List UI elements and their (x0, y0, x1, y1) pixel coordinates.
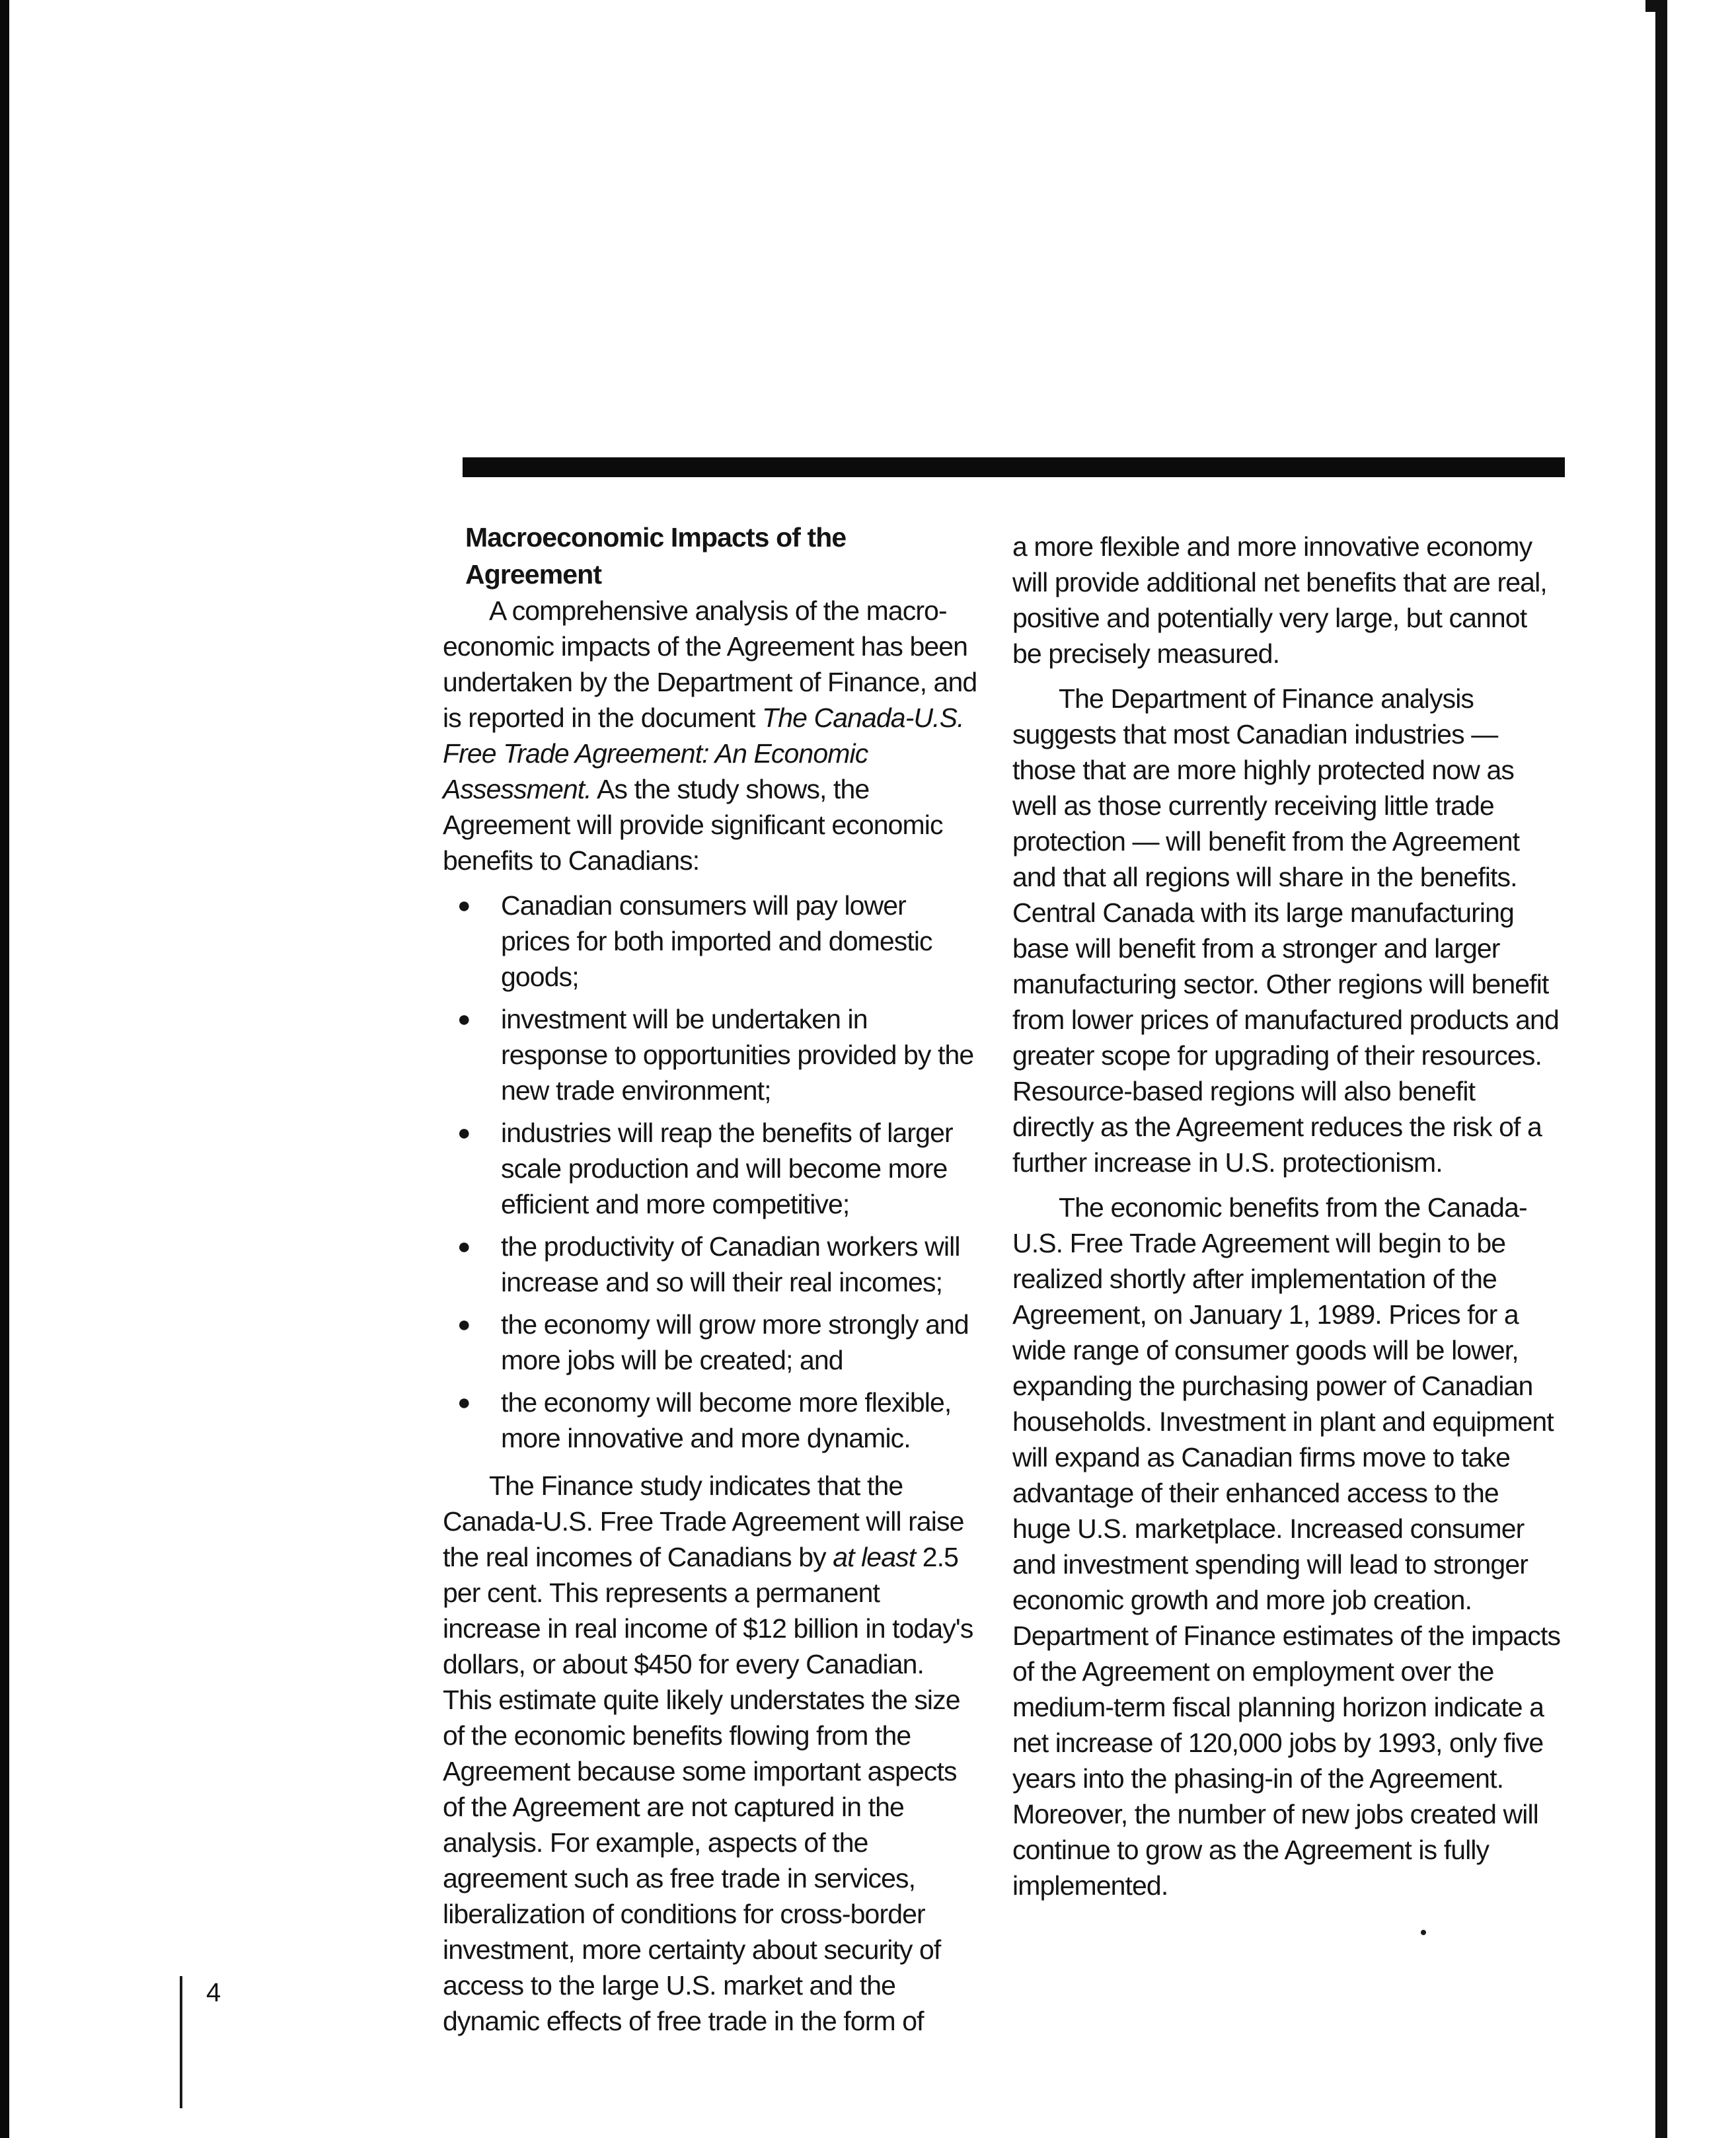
document-title: The Canada-U.S. Free Trade Agreement: An Economic Assessment. (443, 703, 964, 804)
finance-study-paragraph (443, 1468, 978, 2039)
page-number-rule (180, 1976, 182, 2108)
right-column (1012, 529, 1561, 1913)
list-item-text: Canadian consumers will pay lower prices for both imported and domestic goods; (501, 890, 932, 992)
continuation-paragraph: a more flexible and more innovative economy will provide additional net benefits that are real, positive and potentially very large, but cannot be precisely measured. (1012, 531, 1547, 669)
bullet-icon: ● (457, 1007, 471, 1032)
list-item (443, 1229, 978, 1300)
page-number: 4 (206, 1978, 221, 2007)
bullet-icon: ● (457, 1390, 471, 1415)
scan-left-edge (0, 0, 9, 2138)
finance-text-start: The Finance study indicates that the Canada-U.S. Free Trade Agreement will raise the real incomes of Canadians by (443, 1470, 964, 1572)
intro-text-end: As the study shows, the Agreement will provide significant economic benefits to Canadians: (443, 774, 943, 876)
section-heading: Macroeconomic Impacts of the Agreement (465, 522, 847, 590)
finance-text-end: 2.5 per cent. This represents a permanent increase in real income of $12 billion in today's dollars, or about $450 for every Canadian. This estimate quite likely understates the size of the economic benefits flowing from the Agreement because some important aspects of the Agreement are not captured in the analysis. For example, aspects of the agreement such as free trade in services, liberalization of conditions for cross-border investment, more certainty about security of access to the large U.S. market and the dynamic effects of free trade in the form of (443, 1542, 973, 2036)
list-item-text: industries will reap the benefits of larger scale production and will become more efficient and more competitive; (501, 1118, 953, 1219)
regions-paragraph: The Department of Finance analysis suggests that most Canadian industries — those that are more highly protected now as well as those currently receiving little trade protection — will benefit from the Agreement and that all regions will share in the benefits. Central Canada with its large manufacturing base will benefit from a stronger and larger manufacturing sector. Other regions will benefit from lower prices of manufactured products and greater scope for upgrading of their resources. Resource-based regions will also benefit directly as the Agreement reduces the risk of a further increase in U.S. protectionism. (1012, 683, 1559, 1178)
intro-text-start: A comprehensive analysis of the macro-economic impacts of the Agreement has been undertaken by the Department of Finance, and is reported in the document (443, 595, 977, 733)
scan-right-edge (1655, 0, 1667, 2138)
scan-speck (1421, 1930, 1426, 1935)
list-item-text: the productivity of Canadian workers will increase and so will their real incomes; (501, 1231, 960, 1297)
left-column (443, 519, 978, 2048)
section-rule-bar (463, 457, 1565, 477)
list-item (443, 1385, 978, 1456)
bullet-icon: ● (457, 893, 471, 918)
benefits-list (443, 888, 978, 1456)
bullet-icon: ● (457, 1120, 471, 1145)
list-item (443, 1115, 978, 1222)
list-item-text: the economy will become more flexible, more innovative and more dynamic. (501, 1387, 952, 1453)
list-item (443, 1001, 978, 1108)
list-item (443, 888, 978, 995)
bullet-icon: ● (457, 1312, 471, 1337)
intro-paragraph (443, 593, 978, 878)
list-item-text: investment will be undertaken in response to opportunities provided by the new trade environment; (501, 1004, 974, 1106)
economic-benefits-paragraph: The economic benefits from the Canada-U.S. Free Trade Agreement will begin to be realized shortly after implementation of the Agreement, on January 1, 1989. Prices for a wide range of consumer goods will be lower, expanding the purchasing power of Canadian households. Investment in plant and equipment will expand as Canadian firms move to take advantage of their enhanced access to the huge U.S. marketplace. Increased consumer and investment spending will lead to stronger economic growth and more job creation. Department of Finance estimates of the impacts of the Agreement on employment over the medium-term fiscal planning horizon indicate a net increase of 120,000 jobs by 1993, only five years into the phasing-in of the Agreement. Moreover, the number of new jobs created will continue to grow as the Agreement is fully implemented. (1012, 1192, 1561, 1901)
list-item-text: the economy will grow more strongly and more jobs will be created; and (501, 1309, 969, 1375)
finance-emphasis: at least (833, 1542, 916, 1572)
scan-right-margin (1667, 0, 1736, 2138)
list-item (443, 1307, 978, 1378)
bullet-icon: ● (457, 1234, 471, 1259)
